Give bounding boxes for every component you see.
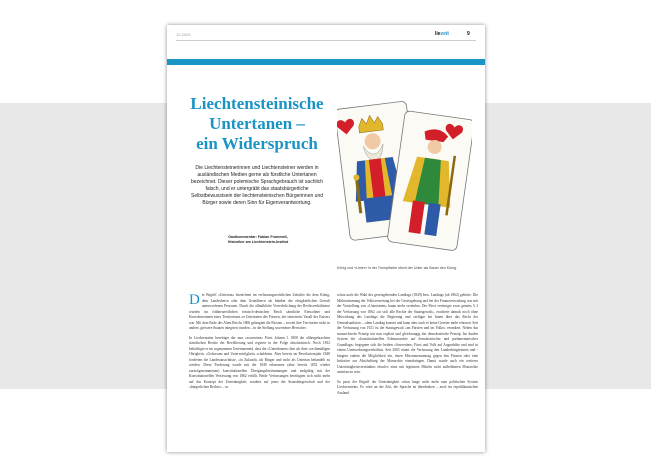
header-rule (176, 40, 476, 41)
title-line: Liechtensteinische (190, 94, 324, 113)
byline-affiliation: Historiker am Liechtenstein-Institut (227, 240, 289, 244)
byline-author: Gastkommentar: Fabian Frommelt, (228, 235, 288, 239)
article-title (187, 94, 327, 154)
brand-part-1: lie (435, 31, 441, 37)
playing-cards-image (337, 97, 472, 262)
body-column-2 (337, 293, 478, 400)
byline (191, 235, 325, 245)
body-paragraph (189, 293, 330, 332)
body-paragraph: In Liechtenstein beseitigte der nun «souveräne» Fürst Johann I. 1808 die althergebrachten ständischen Rechte der Bevölkerung und regierte in der Folge absolutistisch. Noch 1832 bekräftigte er im sogenannten Untertaneneid, dass die «Unterthanen» ihm als ihrer «rechtmäßigen Obrigkeit» «Gehorsam und Unterwürfigkeit» schuldeten. Aber bereits im Revolutionsjahr 1848 forderten die Landesausschüsse, «in Zukunft» als Bürger und nicht als Untertan behandelt zu werden. Diese Forderung wurde mit der 1849 erlassenen (aber bereits 1852 wieder zurückgenommenen) konstitutionellen Übergangsbestimmungen und endgültig mit der Konstitutionellen Verfassung von 1862 erfüllt. Beide Verfassungen beseitigten sich nicht mehr auf das Konzept der Untertänigkeit, sondern auf jenes der Staatsbürgerschaft und der «bürgerlichen Rechte» – so (189, 335, 330, 389)
body-paragraph: schon auch die Wahl des gesetzgebenden Landtags (1849) bzw. Landtags (ab 1862) gehörte. Die Mitbestimmung der Volksvertretung bei der Gesetzgebung und bei der Finanzverwaltung war mit der Vorstellung von «Untertanen» kaum mehr vereinbar. Der Fürst vereinigte zwar gemäss § 2 der Verfassung von 1862 «in sich alle Rechte der Staatsgewalt», erachtete damals noch ohne Mitwirkung des Landtags die Regierung und verfügte bei Innen über das Recht der Generalsanktion – «dem Landtag kommt und kann aber auch er keine Gesetze mehr erlassen. Seit der Verfassung von 1921 ist die Staatsgewalt «im Fürsten und im Volke» verankert. Neben das monarchische Prinzip trat nun explizit und gleichrangig das demokratische Prinzip. Im dualen System der «konstitutionellen Erbmonarchie auf demokratischer und parlamentarischer Grundlage» begegnen sich die beiden «Souveräne» Fürst und Volk auf Augenhöhe und sind in einem Unterordnungsverhältnis. Seit 2003 räumt die Verfassung den Landesbürgerinnen und -bürgern zudem die Möglichkeit ein, einen Misstrauensantrag gegen den Fürsten oder eine Initiative zur Abschaffung der Monarchie einzubringen. Damit wurde auch ein weiteres Untertänigkeitsverständnis obsolet: einst mit legitimen Mitteln nicht aufhebbaren Monarchie untertan zu sein. (337, 293, 478, 374)
body-column-1 (189, 293, 330, 395)
issue-date: 12.2023 (176, 32, 191, 37)
image-caption: König und «Unter» in der Trumpffarbe sticht der Unter als Bauer den König. (337, 266, 457, 270)
paragraph-text: er Begriff «Untertan» bezeichnet im verfassungsrechtlichen Zeitalter die dem König, dem Landesherrn oder dem Grundherrn als Inhaber der obrigkeitlichen Gewalt unterworfenen Personen. Durch die allmähliche Verrechtlichung der Rechtsverhältnisse wurden im frühneuzeitlichen römisch-deutschen Reich sämtliche Einwohner und Einwohnerinnen eines Territoriums zu Untertanen des Fürsten, der seinerseits Vasall des Kaisers war. Mit dem Ende des Alten Reichs 1806 gelangten die Fürsten – soweit ihre Territorien nicht in andere, grössere Staaten integriert wurden – in die Stellung souveräner Herrscher. (189, 293, 330, 330)
drop-cap: D (189, 292, 200, 308)
magazine-page (167, 25, 485, 452)
article-lead: Die Liechtensteinerinnen und Liechtensteiner werden in ausländischen Medien gerne als fürstliche Untertanen bezeichnet. Dieser polemische Sprachgebrauch ist sachlich falsch, und er untergräbt das staatsbürgerliche Selbstbewusstsein der liechtensteinischen Bürgerinnen und Bürger sowie deren Sinn für Eigenverantwortung. (190, 165, 324, 206)
title-line: ein Widerspruch (196, 134, 318, 153)
page-number: 9 (467, 31, 470, 37)
magazine-brand (435, 31, 449, 37)
title-line: Untertanen – (209, 114, 305, 133)
accent-bar (167, 59, 485, 65)
body-paragraph: So passt der Begriff der Untertänigkeit schon lange nicht mehr zum politischen System Liechtensteins. Es wäre an der Zeit, die Sprache zu überdenken – auch im republikanischen Ausland. (337, 379, 478, 395)
brand-part-2: zeit (440, 31, 449, 37)
